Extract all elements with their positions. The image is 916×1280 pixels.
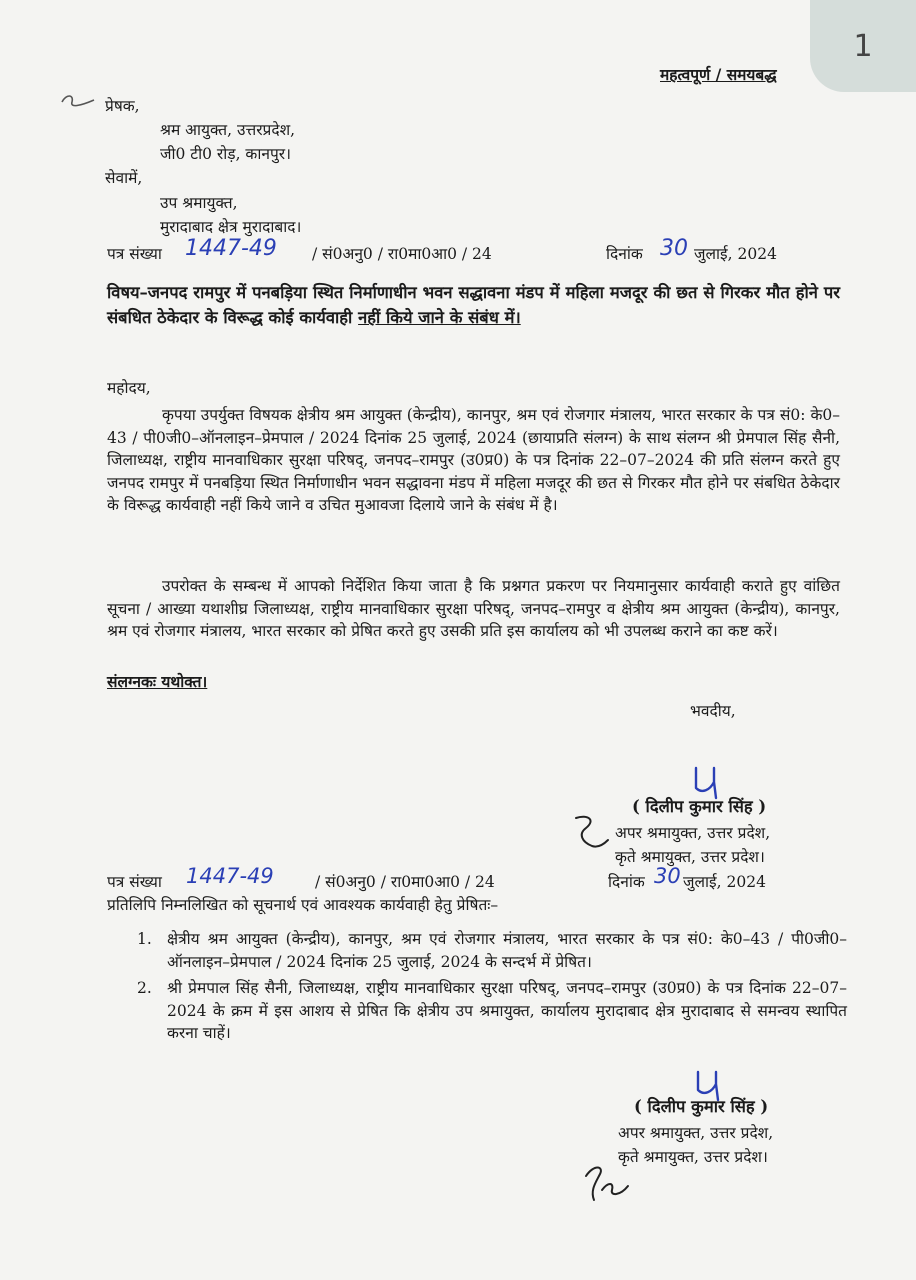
reference2-code: / सं0अनु0 / रा0मा0आ0 / 24: [315, 873, 495, 891]
reference2-handwritten-day: 30: [654, 864, 681, 888]
list-item-number: 2.: [137, 979, 152, 997]
para-1-text: कृपया उपर्युक्त विषयक क्षेत्रीय श्रम आयुक्त (केन्द्रीय), कानपुर, श्रम एवं रोजगार मंत्रालय, भारत सरकार के पत्र सं0: के0–43 / पी0जी0–ऑनलाइन–प्रेमपाल / 2024 दिनांक 25 जुलाई, 2024 (छायाप्रति संलग्न) के साथ संलग्न श्री प्रेमपाल सिंह सैनी, जिलाध्यक्ष, राष्ट्रीय मानवाधिकार सुरक्षा परिषद्, जनपद–रामपुर (उ0प्र0) के पत्र दिनांक 22–07–2024 की प्रति संलग्न करते हुए जनपद रामपुर में पनबड़िया स्थित निर्माणाधीन भवन सद्धावना मंडप में महिला मजदूर की छत से गिरकर मौत होने पर संबधित ठेकेदार के विरूद्ध कार्यवाही नहीं किये जाने व उचित मुआवजा दिलाये जाने के संबंध में है।: [107, 406, 840, 514]
reference-handwritten-number: 1447-49: [185, 236, 277, 261]
signatory-designation-2: अपर श्रमायुक्त, उत्तर प्रदेश,: [618, 1124, 774, 1142]
list-item-number: 1.: [137, 930, 152, 948]
signatory-behalf-2: कृते श्रमायुक्त, उत्तर प्रदेश।: [618, 1148, 768, 1166]
signatory-behalf-1: कृते श्रमायुक्त, उत्तर प्रदेश।: [615, 848, 765, 866]
salutation: महोदय,: [107, 379, 151, 397]
pen-mark-icon: [58, 92, 98, 110]
signature-scrawl-icon: [568, 812, 612, 852]
body-paragraph-1: [107, 404, 840, 517]
reference-label: पत्र संख्या: [107, 245, 162, 263]
enclosure-note: संलग्नकः यथोक्त।: [107, 672, 208, 691]
reference-date-rest: जुलाई, 2024: [694, 245, 777, 263]
list-item-text: क्षेत्रीय श्रम आयुक्त (केन्द्रीय), कानपुर, श्रम एवं रोजगार मंत्रालय, भारत सरकार के पत्र सं0: के0–43 / पी0जी0–ऑनलाइन–प्रेमपाल / 2024 दिनांक 25 जुलाई, 2024 के सन्दर्भ में प्रेषित।: [167, 930, 847, 971]
copy-to-intro: प्रतिलिपि निम्नलिखित को सूचनार्थ एवं आवश्यक कार्यवाही हेतु प्रेषितः–: [107, 896, 499, 914]
para-2-text: उपरोक्त के सम्बन्ध में आपको निर्देशित किया जाता है कि प्रश्नगत प्रकरण पर नियमानुसार कार्यवाही कराते हुए वांछित सूचना / आख्या यथाशीघ्र जिलाध्यक्ष, राष्ट्रीय मानवाधिकार सुरक्षा परिषद्, जनपद–रामपुर व क्षेत्रीय श्रम आयुक्त (केन्द्रीय), कानपुर, श्रम एवं रोजगार मंत्रालय, भारत सरकार को प्रेषित करते हुए उसकी प्रति इस कार्यालय को भी उपलब्ध कराने का कष्ट करें।: [107, 577, 840, 640]
reference-code: / सं0अनु0 / रा0मा0आ0 / 24: [312, 245, 492, 263]
signatory-name-2: ( दिलीप कुमार सिंह ): [634, 1097, 769, 1116]
list-item: [137, 977, 847, 1045]
list-item-text: श्री प्रेमपाल सिंह सैनी, जिलाध्यक्ष, राष्ट्रीय मानवाधिकार सुरक्षा परिषद्, जनपद–रामपुर (उ0प्र0) के पत्र दिनांक 22–07–2024 के क्रम में इस आशय से प्रेषित कि क्षेत्रीय उप श्रमायुक्त, कार्यालय मुरादाबाद क्षेत्र मुरादाबाद से समन्वय स्थापित करना चाहें।: [167, 979, 847, 1042]
subject-text: विषय–जनपद रामपुर में पनबड़िया स्थित निर्माणाधीन भवन सद्धावना मंडप में महिला मजदूर की छत से गिरकर मौत होने पर संबधित ठेकेदार के विरूद्ध कोई कार्यवाही: [107, 283, 840, 327]
subject-underlined: नहीं किये जाने के संबंध में।: [358, 308, 521, 327]
signatory-designation-1: अपर श्रमायुक्त, उत्तर प्रदेश,: [615, 824, 771, 842]
reference2-label: पत्र संख्या: [107, 873, 162, 891]
signature-scrawl-icon: [580, 1160, 640, 1208]
recipient-line-2: मुरादाबाद क्षेत्र मुरादाबाद।: [160, 218, 302, 236]
reference2-handwritten-number: 1447-49: [186, 864, 274, 888]
copy-to-list: [137, 928, 847, 1045]
reference2-date-label: दिनांक: [608, 873, 645, 891]
reference-handwritten-day: 30: [660, 236, 688, 261]
sender-line-2: जी0 टी0 रोड़, कानपुर।: [160, 145, 291, 163]
subject: [107, 280, 840, 330]
reference-date-label: दिनांक: [606, 245, 643, 263]
sender-label: प्रेषक,: [105, 97, 140, 115]
page-number-tab: 1: [810, 0, 916, 92]
recipient-label: सेवामें,: [105, 169, 143, 187]
list-item: [137, 928, 847, 973]
sender-line-1: श्रम आयुक्त, उत्तरप्रदेश,: [160, 121, 296, 139]
signatory-name-1: ( दिलीप कुमार सिंह ): [632, 797, 767, 816]
recipient-line-1: उप श्रमायुक्त,: [160, 194, 238, 212]
closing: भवदीय,: [690, 702, 736, 720]
priority-tag: महत्वपूर्ण / समयबद्ध: [660, 65, 777, 84]
reference2-date-rest: जुलाई, 2024: [683, 873, 766, 891]
body-paragraph-2: [107, 575, 840, 643]
